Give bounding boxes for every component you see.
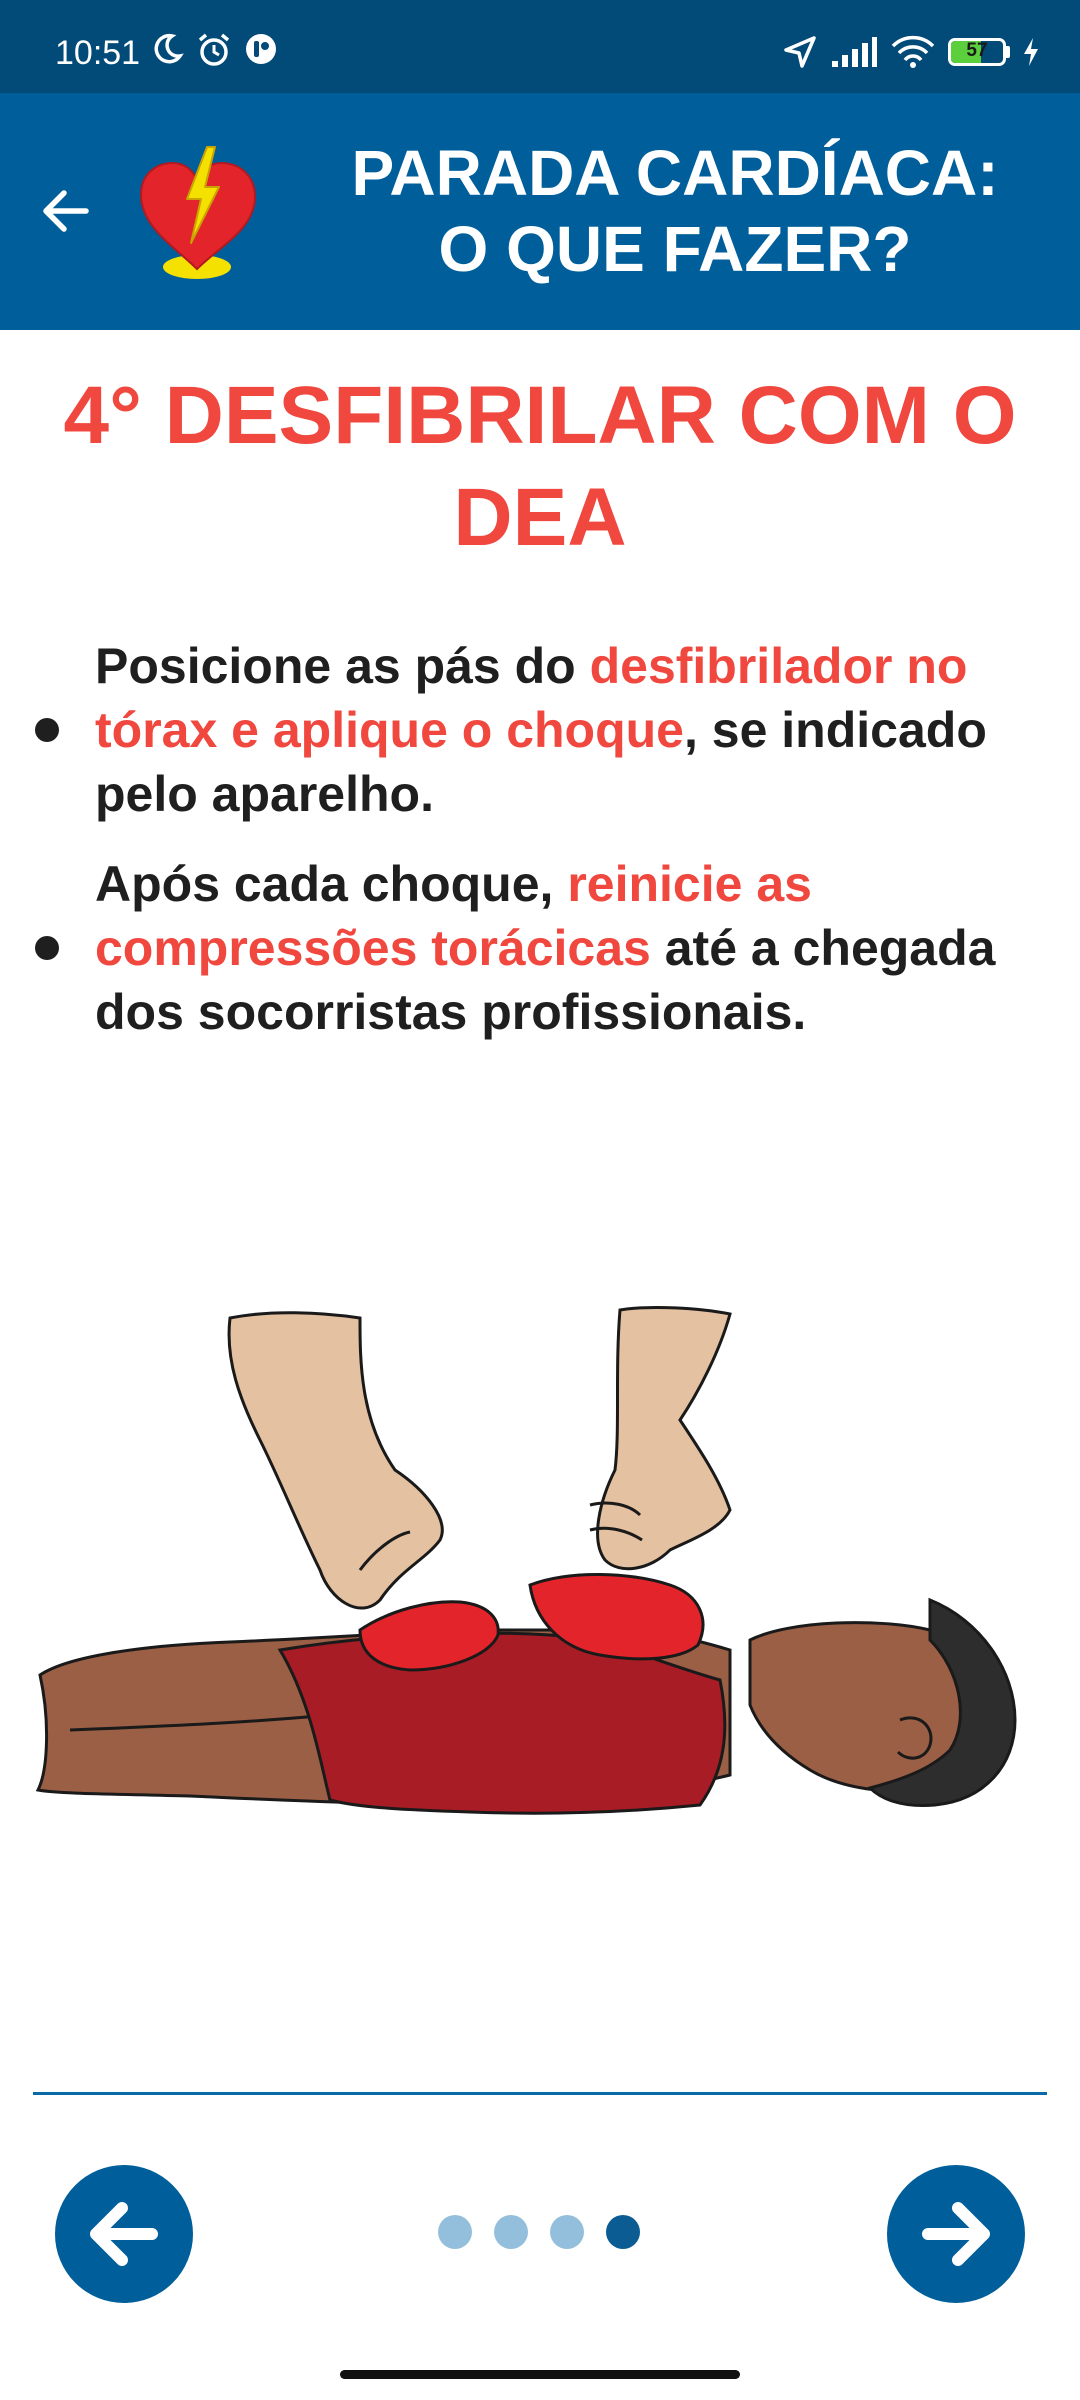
- step-title: [40, 365, 1040, 569]
- battery-icon: [948, 38, 1010, 66]
- bullet-dot: [35, 936, 59, 960]
- previous-button[interactable]: [55, 2165, 193, 2303]
- status-bar: [0, 0, 1080, 93]
- instructions-list: [35, 634, 1045, 1070]
- pagination-dot-3[interactable]: [550, 2215, 584, 2249]
- next-button[interactable]: [887, 2165, 1025, 2303]
- pagination-dot-1[interactable]: [438, 2215, 472, 2249]
- instruction-item-2: [35, 852, 1045, 1044]
- pagination-dot-4[interactable]: [606, 2215, 640, 2249]
- app-notification-icon: [244, 32, 278, 66]
- status-time: 10:51: [55, 34, 141, 72]
- signal-icon: [830, 35, 878, 69]
- instruction-1-highlight: desfibrilador no tórax e aplique o choque: [95, 638, 968, 758]
- instruction-2-text-a: Após cada choque,: [95, 856, 568, 912]
- defibrillation-illustration: [30, 1300, 1050, 1860]
- page-title-line1: PARADA CARDÍACA:: [351, 137, 999, 209]
- instruction-2-highlight: reinicie as compressões torácicas: [95, 856, 812, 976]
- status-icons-left: [150, 32, 278, 68]
- page-title-line2: O QUE FAZER?: [438, 213, 912, 285]
- step-title-line2: DEA: [453, 472, 627, 563]
- status-icons-right: [782, 34, 1040, 70]
- instruction-text-1: [95, 634, 1020, 826]
- back-arrow-icon: [38, 183, 94, 239]
- back-button[interactable]: [38, 183, 94, 239]
- app-header: [0, 93, 1080, 330]
- step-title-line1: 4° DESFIBRILAR COM O: [63, 370, 1017, 461]
- instruction-2-text-b: até a chegada dos socorristas profissionais.: [95, 920, 996, 1040]
- instruction-item-1: [35, 634, 1045, 826]
- footer-divider: [33, 2092, 1047, 2095]
- arrow-left-icon: [82, 2192, 166, 2276]
- wifi-icon: [890, 34, 936, 70]
- moon-icon: [150, 32, 184, 66]
- instruction-1-text-b: , se indicado pelo aparelho.: [95, 702, 987, 822]
- page-title: [300, 135, 1050, 287]
- instruction-1-text-a: Posicione as pás do: [95, 638, 590, 694]
- pagination-dot-2[interactable]: [494, 2215, 528, 2249]
- arrow-right-icon: [914, 2192, 998, 2276]
- home-indicator: [340, 2370, 740, 2379]
- instruction-text-2: [95, 852, 1035, 1044]
- battery-level: 57: [966, 40, 988, 61]
- charging-icon: [1022, 37, 1040, 67]
- location-icon: [782, 34, 818, 70]
- pagination-dots: [438, 2215, 640, 2249]
- heart-lightning-logo-icon: [135, 143, 265, 283]
- alarm-icon: [196, 32, 232, 68]
- bullet-dot: [35, 718, 59, 742]
